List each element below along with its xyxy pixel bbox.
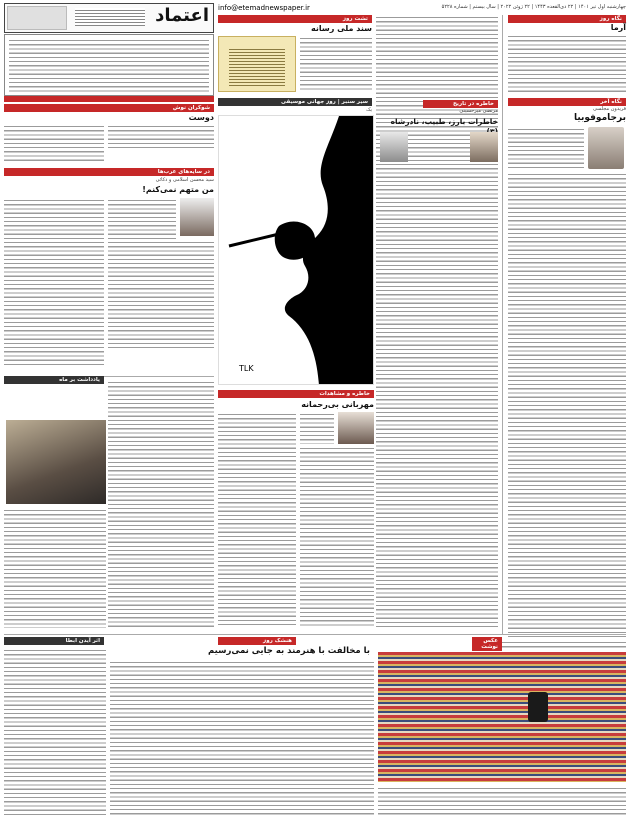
title-doost: دوست [188, 113, 214, 122]
title-sanad-melli: سند ملی رسانه [311, 24, 372, 33]
header-tasht-rooz: تشت روز [218, 15, 372, 23]
header-yaddasht: یادداشت بر ماه [4, 376, 104, 384]
staff-bar [4, 96, 214, 102]
masthead-logo-box [4, 3, 214, 33]
title-khaterat-nadershah: خاطرات بارز، طبیب، نادرشاه [390, 117, 498, 126]
ad-box-yellow [218, 36, 296, 92]
title-borjamophobia: برجاموفوبیا [573, 113, 626, 123]
photo-carpet-figure [528, 692, 548, 722]
title-mokhalefat-honar: با مخالفت با هنرمند به جایی نمی‌رسیم [207, 646, 370, 656]
masthead-email[interactable]: info@etemadnewspaper.ir [218, 4, 310, 12]
header-ayden: اثر آیدن ابطا [4, 637, 104, 645]
header-honeshk: هنشک روز [218, 637, 296, 645]
title-man-motaham: من متهم نمی‌کنم! [142, 185, 214, 194]
music-caption: یک [366, 107, 372, 113]
newspaper-thumbnail [7, 6, 67, 30]
author-majlesi: فریدون مجلسی [592, 106, 626, 112]
header-neghah-rooz: نگاه روز [508, 15, 626, 23]
header-khatereh-tarikh: خاطره در تاریخ [423, 100, 498, 108]
photo-eslami [180, 198, 214, 236]
photo-portrait-large [6, 420, 106, 504]
author-eslami: سید محسن اسلامی و ذکائی [155, 177, 214, 183]
title-mehrbani: مهربانی بی‌رحمانه [301, 400, 374, 409]
header-khatereh-moshahedat: خاطره و مشاهدات [218, 390, 374, 398]
header-arabs-shadow: در سایه‌های عرب‌ها [4, 168, 214, 176]
photo-mehrbani-author [338, 412, 374, 444]
music-illustration [218, 115, 374, 385]
author-mirhosseini: مرتضی میرحسینی [459, 108, 498, 114]
header-music-day: سیر سنبر | روز جهانی موسیقی [218, 98, 372, 106]
guitar-silhouette-icon [219, 116, 374, 385]
svg-text:TLK: TLK [239, 364, 254, 373]
photo-author-2 [380, 132, 408, 162]
masthead-logo: اعتماد [155, 5, 209, 26]
photo-majlesi [588, 127, 624, 169]
photo-carpets [378, 652, 626, 782]
masthead-date-line: چهارشنبه اول تیر ۱۴۰۱ | ۲۲ ذی‌القعده ۱۴۴۳ | ۲۲ ژوئن ۲۰۲۲ | سال بیستم | شماره ۵۲۲۸ [441, 4, 626, 10]
header-shokran: شوکران نوش [4, 104, 214, 112]
staff-box [4, 34, 214, 96]
header-neghah-akhar: نگاه آخر [508, 98, 626, 106]
photo-author-1 [470, 132, 498, 162]
header-aks-nevesht: عکس نوشت [472, 637, 502, 651]
title-arma: آرما [610, 23, 626, 32]
